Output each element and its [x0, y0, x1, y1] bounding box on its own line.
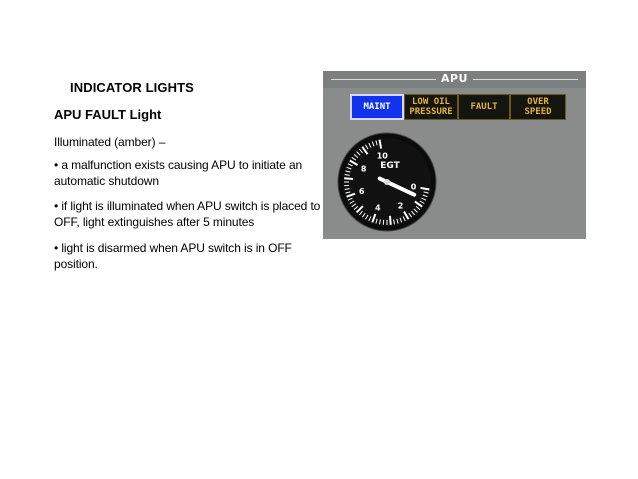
low-oil-label-line2: PRESSURE	[409, 107, 453, 117]
gauge-scale-label: 6	[358, 187, 365, 197]
egt-gauge-svg	[337, 132, 437, 232]
paragraph-illuminated: Illuminated (amber) –	[54, 135, 166, 149]
fault-light-label: FAULT	[470, 102, 498, 112]
gauge-scale-label: 10	[376, 151, 388, 161]
gauge-scale-label: 2	[397, 201, 404, 211]
gauge-egt-label: EGT	[380, 161, 400, 171]
gauge-hub	[384, 179, 390, 185]
gauge-major-tick	[344, 178, 353, 179]
panel-title: APU	[440, 72, 468, 85]
low-oil-label-line1: LOW OIL	[412, 97, 450, 107]
apu-panel-image	[323, 71, 586, 239]
bullet-disarmed: • light is disarmed when APU switch is in OFF position.	[54, 241, 292, 271]
overspeed-label-line1: OVER	[527, 97, 549, 107]
gauge-scale-label: 0	[410, 182, 417, 192]
maint-light-label: MAINT	[363, 102, 391, 112]
slide-heading: INDICATOR LIGHTS	[70, 80, 194, 95]
egt-gauge	[337, 132, 437, 232]
overspeed-label-line2: SPEED	[524, 107, 552, 117]
overspeed-light	[510, 94, 566, 120]
maint-light	[350, 94, 404, 120]
gauge-major-tick	[390, 216, 391, 225]
slide-subheading: APU FAULT Light	[54, 107, 162, 122]
bullet-switch-off: • if light is illuminated when APU switch is placed to OFF, light extinguishes after 5 minutes	[54, 199, 321, 229]
panel-title-bar	[323, 71, 586, 88]
gauge-scale-label: 4	[374, 203, 381, 213]
bullet-malfunction: • a malfunction exists causing APU to initiate an automatic shutdown	[54, 158, 303, 188]
low-oil-pressure-light	[404, 94, 458, 120]
fault-light	[458, 94, 510, 120]
gauge-scale-label: 8	[360, 164, 367, 174]
